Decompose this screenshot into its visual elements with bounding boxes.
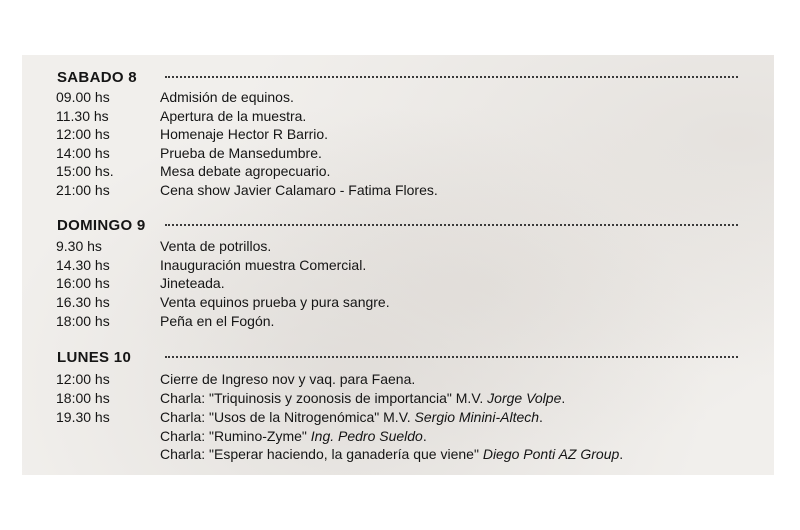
event-time: 12:00 hs bbox=[56, 126, 110, 142]
event-time: 14:00 hs bbox=[56, 145, 110, 161]
schedule-row bbox=[56, 126, 754, 145]
talk-speaker: Ing. Pedro Sueldo bbox=[310, 428, 423, 444]
talk-suffix: . bbox=[539, 409, 543, 425]
talk-suffix: . bbox=[619, 446, 624, 462]
schedule-row bbox=[56, 89, 754, 108]
event-time: 9.30 hs bbox=[56, 238, 102, 254]
talk-title: Charla: "Triquinosis y zoonosis de importancia" M.V. bbox=[160, 390, 488, 406]
schedule-row bbox=[56, 275, 754, 294]
day-heading-domingo: DOMINGO 9 bbox=[57, 217, 146, 234]
talk-suffix: . bbox=[422, 428, 427, 444]
event-time: 09.00 hs bbox=[56, 89, 110, 105]
event-time: 15:00 hs. bbox=[56, 163, 114, 179]
event-description: Prueba de Mansedumbre. bbox=[160, 145, 322, 161]
schedule-row bbox=[56, 446, 754, 465]
schedule-row bbox=[56, 257, 754, 276]
event-time: 18:00 hs bbox=[56, 390, 110, 406]
schedule-row bbox=[56, 163, 754, 182]
event-description bbox=[160, 428, 427, 444]
event-description: Homenaje Hector R Barrio. bbox=[160, 126, 329, 142]
schedule-row bbox=[56, 428, 754, 447]
event-time: 16:00 hs bbox=[56, 275, 110, 291]
event-description: Venta de potrillos. bbox=[160, 238, 272, 254]
dotted-divider bbox=[165, 76, 738, 78]
event-time: 14.30 hs bbox=[56, 257, 110, 273]
schedule-row bbox=[56, 238, 754, 257]
event-description: Inauguración muestra Comercial. bbox=[160, 257, 367, 273]
event-description bbox=[160, 390, 565, 406]
event-time: 12:00 hs bbox=[56, 371, 110, 387]
day-heading-lunes: LUNES 10 bbox=[57, 349, 132, 366]
event-description: Apertura de la muestra. bbox=[160, 108, 307, 124]
schedule-row bbox=[56, 371, 754, 390]
schedule-row bbox=[56, 108, 754, 127]
event-time: 11.30 hs bbox=[56, 108, 109, 124]
event-description: Cierre de Ingreso nov y vaq. para Faena. bbox=[160, 371, 416, 387]
event-time: 18:00 hs bbox=[56, 313, 110, 329]
talk-speaker: Diego Ponti AZ Group bbox=[482, 446, 620, 462]
event-description: Peña en el Fogón. bbox=[160, 313, 275, 329]
schedule-page bbox=[22, 55, 774, 475]
schedule-row bbox=[56, 145, 754, 164]
talk-title: Charla: "Esperar haciendo, la ganadería que viene" bbox=[160, 446, 483, 462]
event-description: Mesa debate agropecuario. bbox=[160, 163, 331, 179]
dotted-divider bbox=[165, 224, 738, 226]
talk-title: Charla: "Usos de la Nitrogenómica" M.V. bbox=[160, 409, 415, 425]
event-description: Jineteada. bbox=[160, 275, 225, 291]
event-description: Venta equinos prueba y pura sangre. bbox=[160, 294, 390, 310]
event-description: Cena show Javier Calamaro - Fatima Flores. bbox=[160, 182, 438, 198]
event-time: 21:00 hs bbox=[56, 182, 110, 198]
talk-speaker: Jorge Volpe bbox=[487, 390, 562, 406]
event-description bbox=[160, 446, 623, 462]
event-description bbox=[160, 409, 543, 425]
event-description: Admisión de equinos. bbox=[160, 89, 294, 105]
day-heading-sabado: SABADO 8 bbox=[57, 69, 137, 86]
schedule-row bbox=[56, 409, 754, 428]
event-time: 16.30 hs bbox=[56, 294, 110, 310]
talk-suffix: . bbox=[561, 390, 566, 406]
talk-speaker: Sergio Minini-Altech bbox=[414, 409, 540, 425]
dotted-divider bbox=[165, 356, 738, 358]
event-time: 19.30 hs bbox=[56, 409, 110, 425]
talk-title: Charla: "Rumino-Zyme" bbox=[160, 428, 311, 444]
schedule-row bbox=[56, 182, 754, 201]
schedule-row bbox=[56, 313, 754, 332]
schedule-row bbox=[56, 390, 754, 409]
schedule-row bbox=[56, 294, 754, 313]
